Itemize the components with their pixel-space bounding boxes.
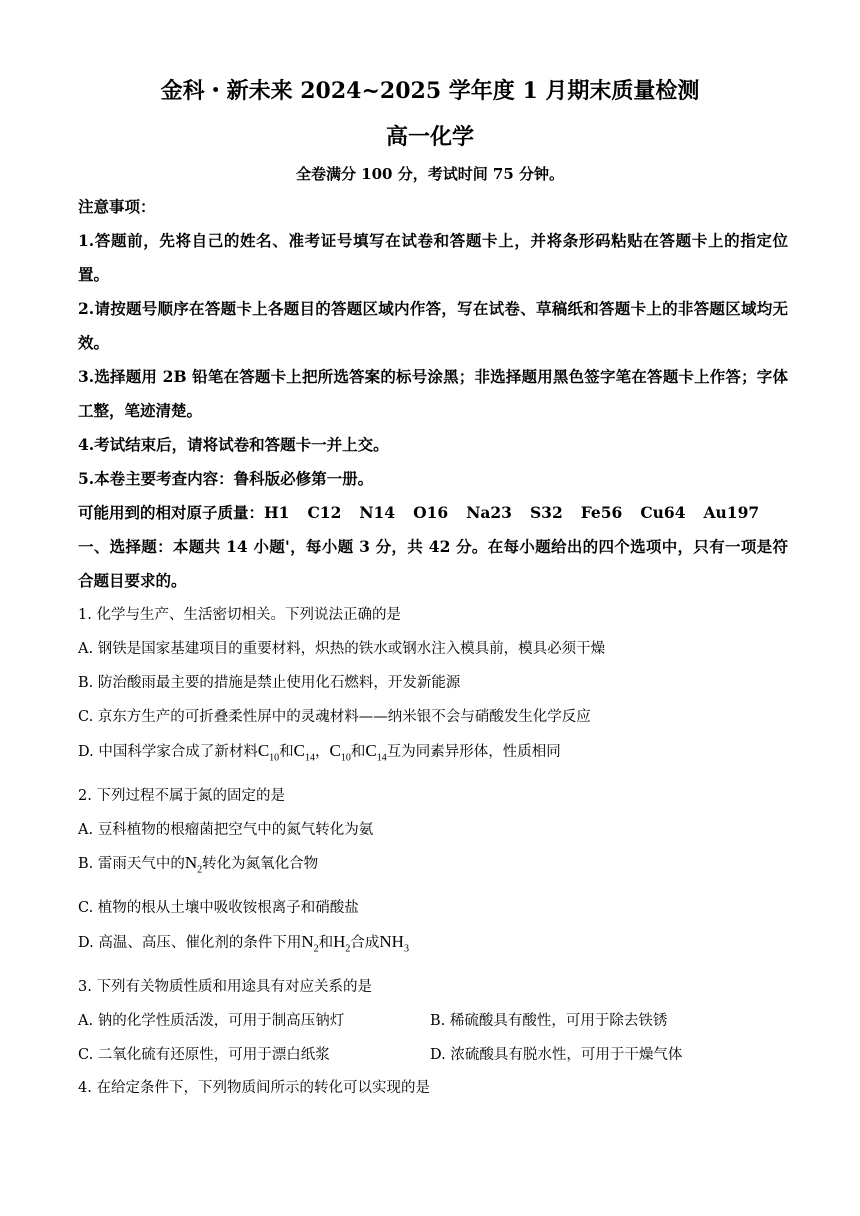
- note-5: 5.本卷主要考查内容：鲁科版必修第一册。: [78, 469, 374, 488]
- formula-h2: $H_2$: [333, 932, 351, 955]
- q2-stem: 2. 下列过程不属于氮的固定的是: [78, 788, 285, 804]
- q1-option-b: B. 防治酸雨最主要的措施是禁止使用化石燃料，开发新能源: [78, 675, 461, 691]
- mass-item: Au197: [703, 503, 760, 522]
- q1-d-text: 和: [279, 744, 294, 760]
- formula-c14: $C_{14}$: [293, 741, 316, 764]
- q2-d-text: 和: [318, 935, 334, 951]
- note-4: 4.考试结束后，请将试卷和答题卡一并上交。: [78, 435, 389, 454]
- exam-info: 全卷满分 100 分，考试时间 75 分钟。: [295, 165, 565, 183]
- mass-item: H1: [264, 503, 290, 522]
- note-2: 2.请按题号顺序在答题卡上各题目的答题区域内作答，写在试卷、草稿纸和答题卡上的非答题区域均无效。: [78, 299, 788, 352]
- note-3: 3.选择题用 2B 铅笔在答题卡上把所选答案的标号涂黑；非选择题用黑色签字笔在答题卡上作答；字体工整，笔迹清楚。: [78, 367, 788, 420]
- formula-c10: $C_{10}$: [257, 741, 280, 764]
- mass-item: Na23: [466, 503, 512, 522]
- formula-nh3: $NH_3$: [379, 932, 409, 955]
- exam-subject: 高一化学: [385, 124, 474, 150]
- q2-b-text: 转化为氮氧化合物: [202, 856, 319, 872]
- q2-option-a: A. 豆科植物的根瘤菌把空气中的氮气转化为氨: [78, 822, 374, 838]
- formula-c14: $C_{14}$: [365, 741, 387, 764]
- q3-option-b: B. 稀硫酸具有酸性，可用于除去铁锈: [430, 1013, 668, 1029]
- q4-stem: 4. 在给定条件下，下列物质间所示的转化可以实现的是: [78, 1080, 430, 1096]
- q1-d-text: ，: [315, 744, 330, 760]
- notes-block: [78, 190, 788, 598]
- q2-d-text: 合成: [350, 935, 380, 951]
- q2-option-b: [78, 852, 788, 875]
- mass-item: Cu64: [640, 503, 686, 522]
- section-heading: 一、选择题：本题共 14 小题'，每小题 3 分，共 42 分。在每小题给出的四个选项中，只有一项是符合题目要求的。: [78, 537, 788, 590]
- q3-option-d: D. 浓硫酸具有脱水性，可用于干燥气体: [430, 1047, 683, 1063]
- q1-d-text: 和: [350, 744, 366, 760]
- exam-title: 金科・新未来 2024~2025 学年度 1 月期末质量检测: [160, 78, 700, 104]
- q1-d-text: 互为同素异形体，性质相同: [386, 744, 561, 760]
- q2-option-c: C. 植物的根从土壤中吸收铵根离子和硝酸盐: [78, 900, 359, 916]
- formula-n2: $N_2$: [184, 853, 203, 876]
- atomic-masses: [78, 496, 788, 530]
- q1-option-c: C. 京东方生产的可折叠柔性屏中的灵魂材料——纳米银不会与硝酸发生化学反应: [78, 709, 591, 725]
- q1-option-d: [78, 740, 788, 763]
- q1-stem: 1. 化学与生产、生活密切相关。下列说法正确的是: [78, 607, 401, 623]
- q2-d-text: D. 高温、高压、催化剂的条件下用: [78, 935, 302, 951]
- mass-item: Fe56: [580, 503, 623, 522]
- q3-option-c: C. 二氧化硫有还原性，可用于漂白纸浆: [78, 1047, 330, 1063]
- notes-heading: 注意事项：: [78, 197, 156, 216]
- formula-c10: $C_{10}$: [329, 741, 351, 764]
- q1-d-text: D. 中国科学家合成了新材料: [78, 744, 258, 760]
- mass-item: N14: [359, 503, 396, 522]
- q1-option-a: A. 钢铁是国家基建项目的重要材料，炽热的铁水或钢水注入模具前，模具必须干燥: [78, 641, 606, 657]
- q3-stem: 3. 下列有关物质性质和用途具有对应关系的是: [78, 979, 372, 995]
- atomic-masses-label: 可能用到的相对原子质量：: [78, 503, 265, 522]
- mass-item: O16: [413, 503, 449, 522]
- q2-b-text: B. 雷雨天气中的: [78, 856, 185, 872]
- formula-n2: $N_2$: [301, 932, 319, 955]
- q3-option-a: A. 钠的化学性质活泼，可用于制高压钠灯: [78, 1013, 345, 1029]
- q2-option-d: [78, 931, 788, 954]
- mass-item: S32: [529, 503, 563, 522]
- mass-item: C12: [307, 503, 342, 522]
- note-1: 1.答题前，先将自己的姓名、准考证号填写在试卷和答题卡上，并将条形码粘贴在答题卡上的指定位置。: [78, 231, 788, 284]
